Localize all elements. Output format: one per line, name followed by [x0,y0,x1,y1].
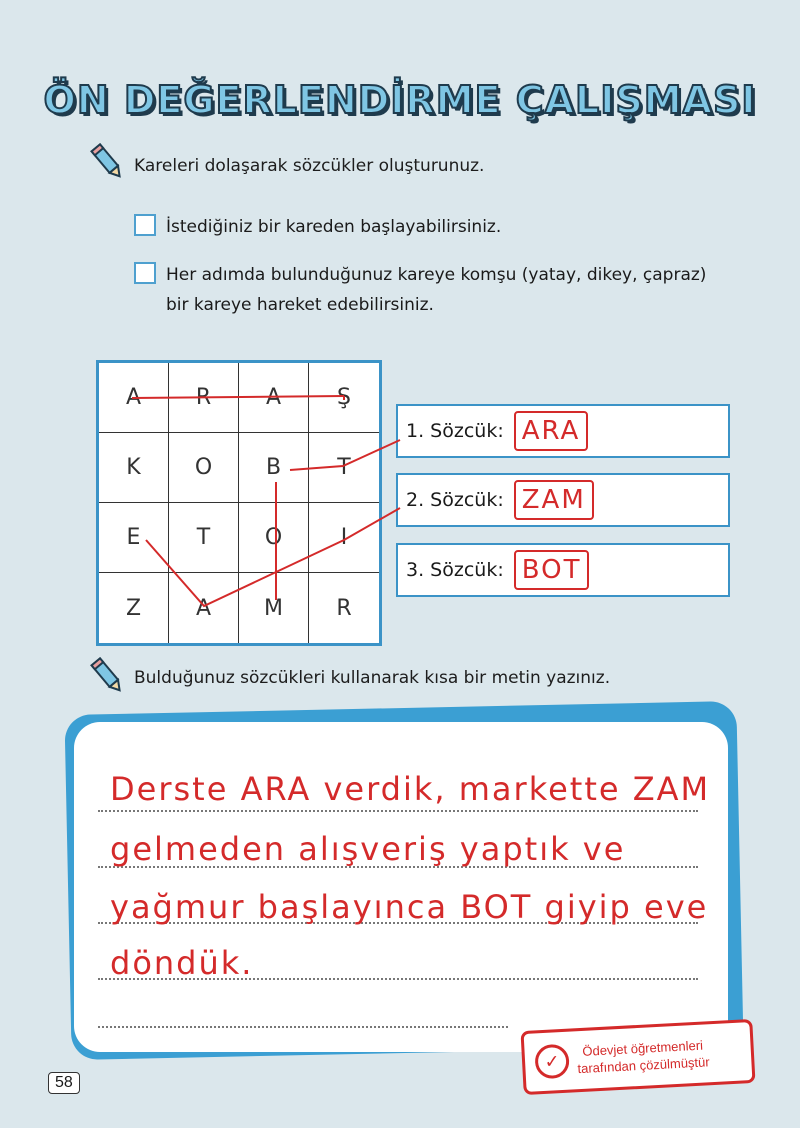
word-answer[interactable]: ZAM [514,480,594,520]
grid-cell[interactable]: R [169,363,239,433]
handwritten-line: gelmeden alışveriş yaptık ve [110,830,626,868]
word-label: 2. Sözcük: [406,489,504,511]
page-title: ÖN DEĞERLENDİRME ÇALIŞMASI [43,78,757,122]
word-label: 1. Sözcük: [406,420,504,442]
instruction-text: Bulduğunuz sözcükleri kullanarak kısa bir metin yazınız. [134,668,611,688]
solved-stamp [520,1019,755,1095]
grid-cell[interactable]: O [169,433,239,503]
grid-cell[interactable]: B [239,433,309,503]
handwritten-line: yağmur başlayınca BOT giyip eve [110,888,709,926]
pencil-icon [90,656,124,696]
rule-item [134,212,706,242]
rule-text: İstediğiniz bir kareden başlayabilirsiniz. [166,217,502,237]
word-answer[interactable]: ARA [514,411,589,451]
grid-cell[interactable]: T [169,503,239,573]
grid-cell[interactable]: O [239,503,309,573]
word-answer[interactable]: BOT [514,550,590,590]
pencil-icon [90,142,124,182]
instruction-text: Kareleri dolaşarak sözcükler oluşturunuz. [134,156,485,176]
stamp-line: Ödevjet öğretmenleri [582,1037,704,1059]
grid-cell[interactable]: R [336,595,352,621]
handwritten-line: döndük. [110,944,254,982]
checkbox[interactable] [134,214,156,236]
word-label: 3. Sözcük: [406,559,504,581]
grid-cell[interactable]: T [309,433,379,503]
grid-cell[interactable]: M [239,573,309,643]
grid-cell[interactable]: A [169,573,239,643]
grid-cell[interactable]: A [99,363,169,433]
handwritten-line: Derste ARA verdik, markette ZAM [110,770,711,808]
grid-cell[interactable]: K [99,433,169,503]
check-circle-icon: ✓ [534,1044,570,1080]
grid-cell[interactable]: I [309,503,379,573]
rule-text: Her adımda bulunduğunuz kareye komşu (yatay, dikey, çapraz) bir kareye hareket edebilirsiniz. [166,265,707,315]
rule-item [134,260,726,320]
grid-cell[interactable]: Ş [309,363,379,433]
grid-cell[interactable]: Z [99,573,169,643]
grid-cell[interactable]: A [239,363,309,433]
writing-line [98,810,698,812]
checkbox[interactable] [134,262,156,284]
stamp-line: tarafından çözülmüştür [577,1054,710,1077]
grid-cell[interactable]: E [99,503,169,573]
letter-grid [96,360,382,646]
word-answer-box [396,543,730,597]
page-number: 58 [48,1072,80,1094]
word-answer-box [396,404,730,458]
word-answer-box [396,473,730,527]
writing-line [98,1026,508,1028]
